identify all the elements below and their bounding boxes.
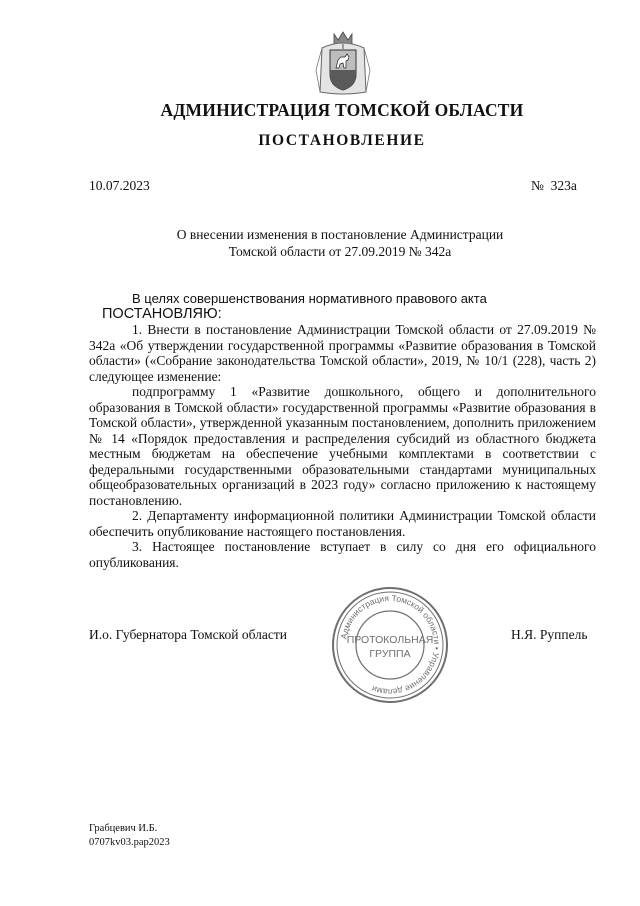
coat-of-arms-icon [312,30,374,96]
document-number: № 323а [531,178,577,193]
document-date: 10.07.2023 [89,178,150,193]
body-item-1: 1. Внести в постановление Администрации Томской области от 27.09.2019 № 342а «Об утверждении государственной программы «Развитие образования в Томской области» («Собрание законодательства Томской области», 2019, № 10/1 (228), часть 2) следующее изменение: [89,322,596,384]
body-item-2: 2. Департаменту информационной политики Администрации Томской области обеспечить опубликование настоящего постановления. [89,508,596,539]
stamp-ring-text: Администрация Томской области • Управление делами [338,592,443,698]
document-subject [170,226,510,260]
body-resolve: ПОСТАНОВЛЯЮ: [102,305,222,322]
signatory-title: И.о. Губернатора Томской области [89,627,287,642]
document-body [89,291,596,570]
body-item-3: 3. Настоящее постановление вступает в силу со дня его официального опубликования. [89,539,596,570]
signatory-name: Н.Я. Руппель [511,627,588,642]
subject-line: О внесении изменения в постановление Администрации [176,227,504,242]
file-code: 0707kv03.pap2023 [89,837,170,848]
stamp-center-line: ГРУППА [369,648,411,660]
official-stamp [330,585,450,705]
document-footer [89,822,170,850]
stamp-center-line: ПРОТОКОЛЬНАЯ [346,634,434,646]
body-item-1-detail: подпрограмму 1 «Развитие дошкольного, общего и дополнительного образования в Томской области» государственной программы «Развитие образования в Томской области», утвержденной указанным постановлением, дополнить приложением № 14 «Порядок предоставления и распределения субсидий из областного бюджета местным бюджетам на обеспечение учебными комплектами в соответствии с федеральными государственными образовательными стандартами муниципальных общеобразовательных организаций в 2023 году» согласно приложению к настоящему постановлению. [89,384,596,508]
document-type: ПОСТАНОВЛЕНИЕ [258,132,426,149]
body-intro: В целях совершенствования нормативного правового акта [132,291,487,306]
executor-name: Грабцевич И.Б. [89,823,158,834]
subject-line: Томской области от 27.09.2019 № 342а [228,244,452,259]
organization-title: АДМИНИСТРАЦИЯ ТОМСКОЙ ОБЛАСТИ [160,100,524,120]
